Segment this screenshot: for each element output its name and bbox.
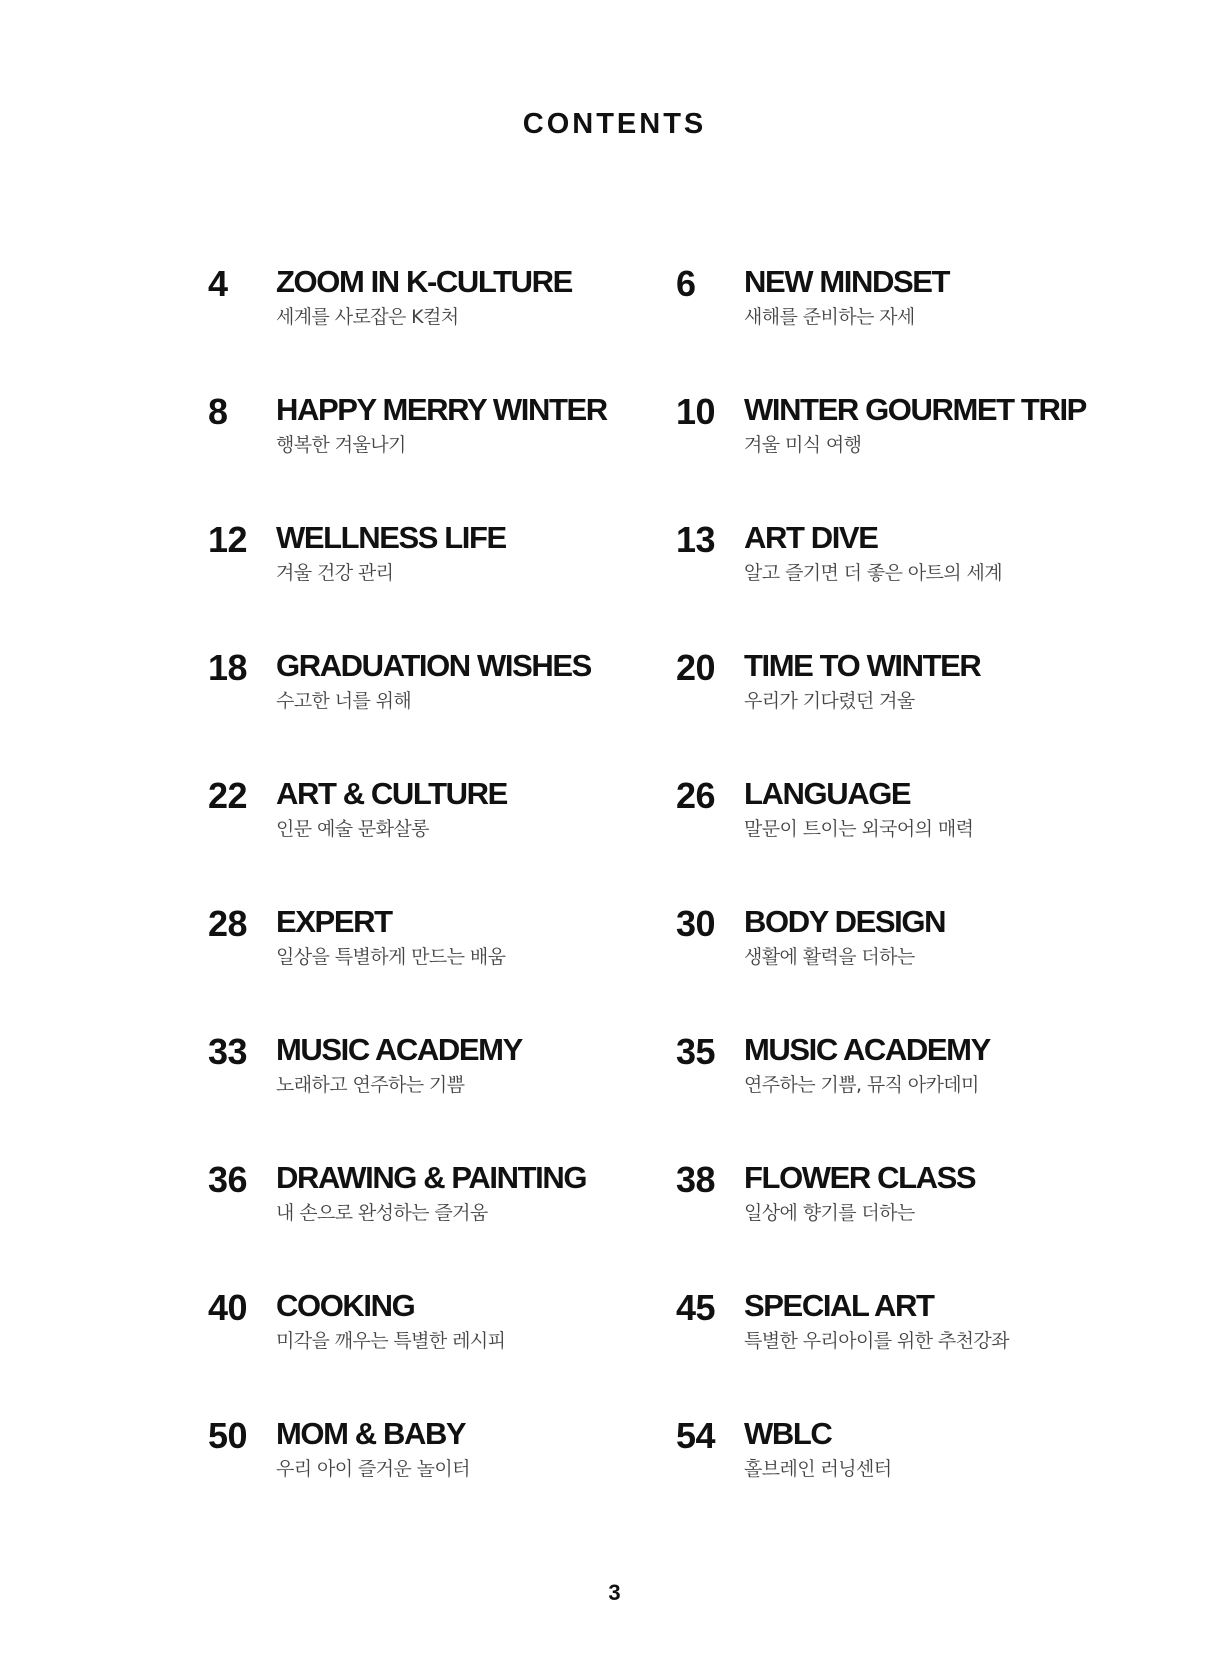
toc-subtitle: 새해를 준비하는 자세 xyxy=(744,306,915,328)
toc-title: COOKING xyxy=(276,1288,415,1323)
toc-text xyxy=(744,1286,1009,1354)
toc-subtitle: 홀브레인 러닝센터 xyxy=(744,1458,892,1480)
toc-subtitle: 행복한 겨울나기 xyxy=(276,434,406,456)
toc-text xyxy=(744,262,949,330)
toc-text xyxy=(276,390,607,458)
toc-subtitle: 노래하고 연주하는 기쁨 xyxy=(276,1074,465,1096)
toc-text xyxy=(276,1286,505,1354)
toc-text xyxy=(276,902,505,970)
toc-subtitle: 수고한 너를 위해 xyxy=(276,690,412,712)
toc-title: FLOWER CLASS xyxy=(744,1160,976,1195)
toc-title: DRAWING & PAINTING xyxy=(276,1160,587,1195)
toc-page-number: 50 xyxy=(208,1415,248,1456)
toc-entry[interactable] xyxy=(208,262,676,390)
toc-title: BODY DESIGN xyxy=(744,904,946,939)
toc-entry[interactable] xyxy=(676,646,1088,774)
toc-entry[interactable] xyxy=(676,1286,1088,1414)
toc-title: HAPPY MERRY WINTER xyxy=(276,392,607,427)
toc-title: WELLNESS LIFE xyxy=(276,520,506,555)
toc-entry[interactable] xyxy=(208,902,676,1030)
toc-text xyxy=(276,518,506,586)
toc-text xyxy=(276,1030,522,1098)
toc-entry[interactable] xyxy=(676,902,1088,1030)
toc-text xyxy=(276,262,572,330)
toc-page-number: 38 xyxy=(676,1159,716,1200)
toc-title: EXPERT xyxy=(276,904,392,939)
toc-subtitle: 세계를 사로잡은 K컬처 xyxy=(276,306,459,328)
toc-title: MUSIC ACADEMY xyxy=(276,1032,522,1067)
toc-text xyxy=(744,774,973,842)
toc-text xyxy=(276,774,507,842)
toc-title: ART DIVE xyxy=(744,520,878,555)
toc-subtitle: 우리 아이 즐거운 놀이터 xyxy=(276,1458,470,1480)
toc-subtitle: 생활에 활력을 더하는 xyxy=(744,946,915,968)
toc-page-number: 26 xyxy=(676,775,716,816)
toc-title: LANGUAGE xyxy=(744,776,911,811)
toc-text xyxy=(744,518,1002,586)
toc-page-number: 20 xyxy=(676,647,716,688)
toc-page-number: 54 xyxy=(676,1415,716,1456)
toc-page-number: 22 xyxy=(208,775,248,816)
toc-subtitle: 말문이 트이는 외국어의 매력 xyxy=(744,818,974,840)
toc-subtitle: 특별한 우리아이를 위한 추천강좌 xyxy=(744,1330,1009,1352)
toc-title: NEW MINDSET xyxy=(744,264,950,299)
toc-page-number: 28 xyxy=(208,903,248,944)
toc-subtitle: 겨울 미식 여행 xyxy=(744,434,862,456)
toc-subtitle: 알고 즐기면 더 좋은 아트의 세계 xyxy=(744,562,1003,584)
toc-text xyxy=(744,902,945,970)
toc-entry[interactable] xyxy=(676,1030,1088,1158)
toc-subtitle: 인문 예술 문화살롱 xyxy=(276,818,429,840)
toc-text xyxy=(744,1030,990,1098)
toc-page-number: 45 xyxy=(676,1287,716,1328)
page-title: CONTENTS xyxy=(522,108,707,140)
page-number: 3 xyxy=(608,1580,621,1605)
toc-page-number: 30 xyxy=(676,903,716,944)
toc-title: MUSIC ACADEMY xyxy=(744,1032,990,1067)
toc-text xyxy=(276,1414,470,1482)
toc-text xyxy=(744,390,1086,458)
toc-subtitle: 일상을 특별하게 만드는 배움 xyxy=(276,946,506,968)
toc-entry[interactable] xyxy=(208,1158,676,1286)
toc-page-number: 12 xyxy=(208,519,248,560)
toc-entry[interactable] xyxy=(676,1414,1088,1542)
toc-text xyxy=(744,1414,891,1482)
toc-text xyxy=(744,1158,975,1226)
toc-entry[interactable] xyxy=(208,646,676,774)
toc-page-number: 4 xyxy=(208,263,228,304)
toc-title: ART & CULTURE xyxy=(276,776,507,811)
toc-text xyxy=(276,1158,586,1226)
toc-entry[interactable] xyxy=(208,1414,676,1542)
toc-entry[interactable] xyxy=(208,1030,676,1158)
toc-entry[interactable] xyxy=(676,262,1088,390)
toc-entry[interactable] xyxy=(676,774,1088,902)
toc-subtitle: 우리가 기다렸던 겨울 xyxy=(744,690,915,712)
toc-subtitle: 미각을 깨우는 특별한 레시피 xyxy=(276,1330,506,1352)
toc-title: ZOOM IN K-CULTURE xyxy=(276,264,572,299)
toc-text xyxy=(744,646,980,714)
toc-title: MOM & BABY xyxy=(276,1416,466,1451)
toc-title: WBLC xyxy=(744,1416,832,1451)
toc-page-number: 35 xyxy=(676,1031,716,1072)
toc-subtitle: 겨울 건강 관리 xyxy=(276,562,394,584)
toc-entry[interactable] xyxy=(676,518,1088,646)
toc-subtitle: 내 손으로 완성하는 즐거움 xyxy=(276,1202,488,1224)
toc-text xyxy=(276,646,591,714)
toc-entry[interactable] xyxy=(208,774,676,902)
toc-page-number: 33 xyxy=(208,1031,248,1072)
toc-entry[interactable] xyxy=(208,518,676,646)
toc-entry[interactable] xyxy=(208,390,676,518)
toc-subtitle: 연주하는 기쁨, 뮤직 아카데미 xyxy=(744,1074,979,1096)
toc-title: GRADUATION WISHES xyxy=(276,648,591,683)
toc-page-number: 18 xyxy=(208,647,248,688)
toc-page-number: 40 xyxy=(208,1287,248,1328)
toc-page-number: 13 xyxy=(676,519,716,560)
toc-page-number: 6 xyxy=(676,263,696,304)
toc-entry[interactable] xyxy=(676,1158,1088,1286)
toc-title: WINTER GOURMET TRIP xyxy=(744,392,1086,427)
toc-title: SPECIAL ART xyxy=(744,1288,934,1323)
toc-title: TIME TO WINTER xyxy=(744,648,981,683)
toc-entry[interactable] xyxy=(676,390,1088,518)
toc-page-number: 10 xyxy=(676,391,716,432)
toc-subtitle: 일상에 향기를 더하는 xyxy=(744,1202,915,1224)
toc-page-number: 8 xyxy=(208,391,228,432)
toc-list xyxy=(208,262,1088,1542)
toc-entry[interactable] xyxy=(208,1286,676,1414)
toc-page-number: 36 xyxy=(208,1159,248,1200)
